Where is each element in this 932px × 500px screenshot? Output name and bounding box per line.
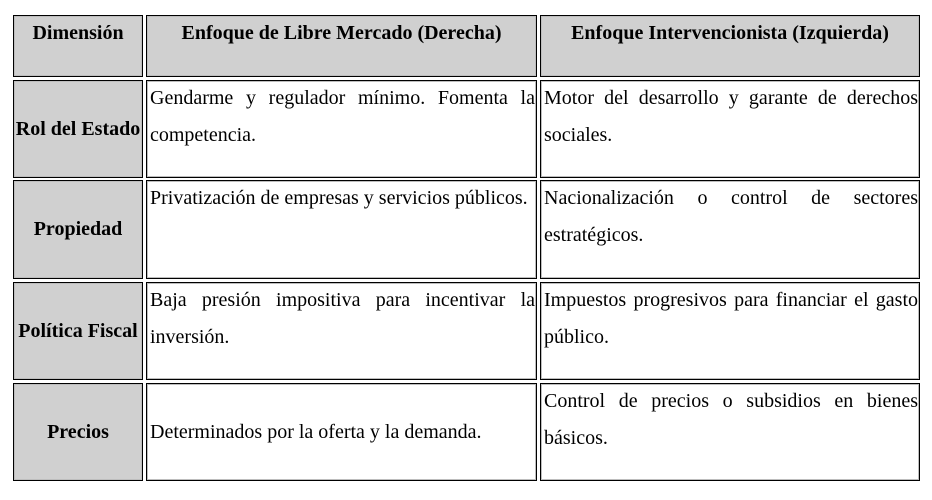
row-label-text: Rol del Estado	[15, 117, 141, 140]
table-cell-derecha	[146, 282, 537, 380]
table-cell-izquierda	[540, 180, 920, 279]
header-intervencionista-label: Enfoque Intervencionista (Izquierda)	[571, 22, 889, 44]
cell-text: Gendarme y regulador mínimo. Fomenta la competencia.	[150, 87, 535, 146]
table-cell-derecha	[146, 80, 537, 178]
row-label-text: Propiedad	[33, 218, 123, 240]
cell-text: Nacionalización o control de sectores estratégicos.	[544, 187, 918, 246]
row-label-text: Precios	[47, 420, 109, 443]
cell-text: Determinados por la oferta y la demanda.	[150, 420, 482, 443]
cell-text: Baja presión impositiva para incentivar la inversión.	[150, 289, 535, 348]
header-libre-mercado-label: Enfoque de Libre Mercado (Derecha)	[181, 22, 502, 44]
header-dimension	[13, 15, 143, 77]
header-intervencionista	[540, 15, 920, 77]
table-cell-izquierda	[540, 383, 920, 481]
cell-text: Impuestos progresivos para financiar el gasto público.	[544, 289, 918, 348]
row-label-precios	[13, 383, 143, 481]
cell-text: Privatización de empresas y servicios públicos.	[150, 187, 528, 209]
row-label-politica-fiscal	[13, 282, 143, 380]
header-dimension-label: Dimensión	[32, 22, 124, 44]
header-libre-mercado	[146, 15, 537, 77]
cell-text: Control de precios o subsidios en bienes básicos.	[544, 390, 918, 449]
table-cell-izquierda	[540, 282, 920, 380]
cell-text: Motor del desarrollo y garante de derechos sociales.	[544, 87, 918, 146]
table-cell-derecha	[146, 383, 537, 481]
row-label-rol-del-estado	[13, 80, 143, 178]
table-cell-derecha	[146, 180, 537, 279]
table-cell-izquierda	[540, 80, 920, 178]
row-label-propiedad	[13, 180, 143, 279]
row-label-text: Política Fiscal	[18, 319, 138, 342]
